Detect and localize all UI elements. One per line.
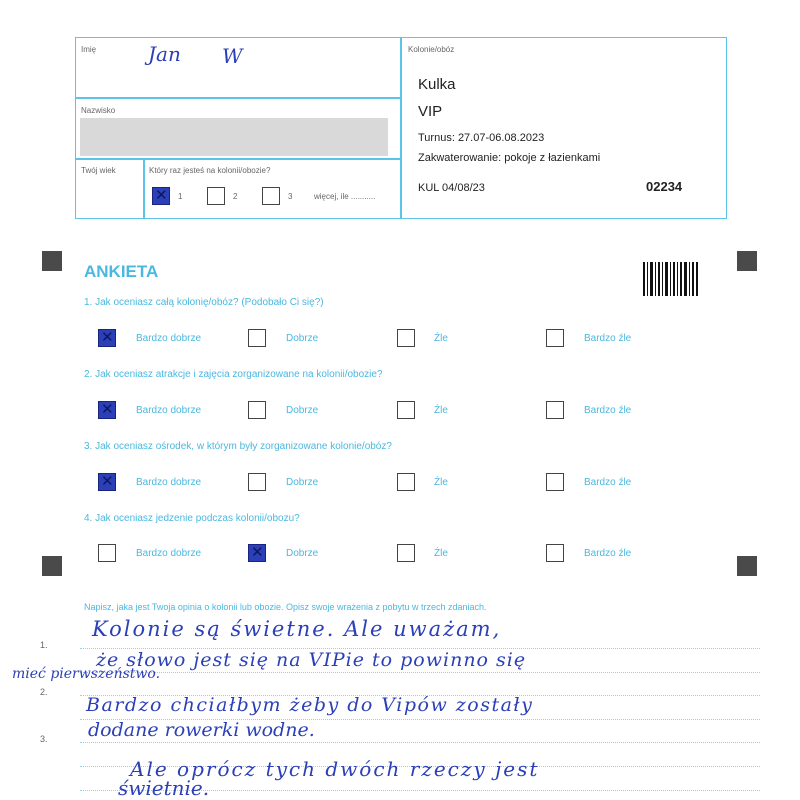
q1-option-bardzo-zle-label: Bardzo źle [584, 333, 632, 344]
q4-option-bardzo-zle-label: Bardzo źle [584, 548, 632, 559]
q4-option-bardzo-zle-checkbox[interactable] [546, 544, 564, 562]
registration-mark-top-right [737, 251, 757, 271]
camp-label: Kolonie/obóz [408, 45, 455, 54]
question-1: 1. Jak oceniasz całą kolonię/obóz? (Podobało Ci się?) [84, 297, 324, 308]
accommodation: Zakwaterowanie: pokoje z łazienkami [418, 152, 601, 164]
q2-option-zle-label: Źle [434, 405, 448, 416]
q3-option-bardzo-zle-checkbox[interactable] [546, 473, 564, 491]
q1-option-bardzo-dobrze-checkbox[interactable] [98, 329, 116, 347]
times-label: Który raz jesteś na kolonii/obozie? [149, 166, 271, 175]
first-name-extra: W [222, 44, 243, 68]
registration-mark-top-left [42, 251, 62, 271]
camp-code: KUL 04/08/23 [418, 182, 485, 194]
writing-line-2 [80, 672, 760, 673]
times-checkbox-2[interactable] [207, 187, 225, 205]
q3-option-bardzo-dobrze-checkbox[interactable] [98, 473, 116, 491]
opinion-prompt: Napisz, jaka jest Twoja opinia o kolonii lub obozie. Opisz swoje wrażenia z pobytu w trzech zdaniach. [84, 602, 487, 612]
handwriting-line-2: że słowo jest się na VIPie to powinno się [96, 649, 527, 671]
question-4: 4. Jak oceniasz jedzenie podczas kolonii/obozu? [84, 513, 300, 524]
q2-option-dobrze-checkbox[interactable] [248, 401, 266, 419]
q2-option-bardzo-dobrze-checkbox[interactable] [98, 401, 116, 419]
handwriting-line-6: świetnie. [118, 776, 210, 800]
surname-label: Nazwisko [81, 106, 116, 115]
q4-option-zle-checkbox[interactable] [397, 544, 415, 562]
q3-option-zle-checkbox[interactable] [397, 473, 415, 491]
q1-option-bardzo-zle-checkbox[interactable] [546, 329, 564, 347]
q2-option-bardzo-dobrze-label: Bardzo dobrze [136, 405, 202, 416]
q1-option-dobrze-checkbox[interactable] [248, 329, 266, 347]
header-divider-2 [75, 158, 400, 160]
times-option-2: 2 [233, 192, 238, 201]
first-name-label: Imię [81, 45, 97, 54]
line-number-3: 3. [40, 734, 48, 744]
age-label: Twój wiek [81, 166, 116, 175]
question-2: 2. Jak oceniasz atrakcje i zajęcia zorganizowane na kolonii/obozie? [84, 369, 383, 380]
q4-option-bardzo-dobrze-checkbox[interactable] [98, 544, 116, 562]
q4-option-bardzo-dobrze-label: Bardzo dobrze [136, 548, 202, 559]
times-option-more: więcej, ile ........... [314, 192, 376, 201]
line-number-2: 2. [40, 687, 48, 697]
q2-option-bardzo-zle-label: Bardzo źle [584, 405, 632, 416]
barcode [643, 262, 699, 296]
q3-option-dobrze-label: Dobrze [286, 477, 319, 488]
survey-title: ANKIETA [84, 262, 159, 281]
times-checkbox-3[interactable] [262, 187, 280, 205]
q2-option-zle-checkbox[interactable] [397, 401, 415, 419]
q4-option-zle-label: Źle [434, 548, 448, 559]
q4-option-dobrze-checkbox[interactable] [248, 544, 266, 562]
q2-option-dobrze-label: Dobrze [286, 405, 319, 416]
camp-name: Kulka [418, 76, 456, 93]
handwriting-line-3: Bardzo chciałbym żeby do Vipów zostały [86, 694, 534, 716]
q3-option-dobrze-checkbox[interactable] [248, 473, 266, 491]
handwriting-line-2b: mieć pierwszeństwo. [12, 666, 161, 682]
first-name-value: Jan [148, 42, 181, 66]
registration-mark-bottom-left [42, 556, 62, 576]
question-3: 3. Jak oceniasz ośrodek, w którym były zorganizowane kolonie/obóz? [84, 441, 392, 452]
header-divider-vertical [400, 37, 402, 219]
form-number: 02234 [646, 179, 683, 194]
q1-option-bardzo-dobrze-label: Bardzo dobrze [136, 333, 202, 344]
registration-mark-bottom-right [737, 556, 757, 576]
times-option-3: 3 [288, 192, 293, 201]
q3-option-zle-label: Źle [434, 477, 448, 488]
handwriting-line-1: Kolonie są świetne. Ale uważam, [92, 617, 502, 641]
line-number-1: 1. [40, 640, 48, 650]
q3-option-bardzo-zle-label: Bardzo źle [584, 477, 632, 488]
turnus: Turnus: 27.07-06.08.2023 [418, 132, 545, 144]
handwriting-line-5: Ale oprócz tych dwóch rzeczy jest [130, 757, 540, 781]
writing-line-5 [80, 742, 760, 743]
header-divider-3 [143, 158, 145, 219]
q2-option-bardzo-zle-checkbox[interactable] [546, 401, 564, 419]
times-option-1: 1 [178, 192, 183, 201]
header-divider-1 [75, 97, 400, 99]
q4-option-dobrze-label: Dobrze [286, 548, 319, 559]
surname-redacted [80, 118, 388, 156]
camp-type: VIP [418, 103, 443, 120]
q1-option-dobrze-label: Dobrze [286, 333, 319, 344]
q1-option-zle-label: Źle [434, 333, 448, 344]
q3-option-bardzo-dobrze-label: Bardzo dobrze [136, 477, 202, 488]
times-checkbox-1[interactable] [152, 187, 170, 205]
handwriting-line-4: dodane rowerki wodne. [88, 719, 315, 741]
q1-option-zle-checkbox[interactable] [397, 329, 415, 347]
